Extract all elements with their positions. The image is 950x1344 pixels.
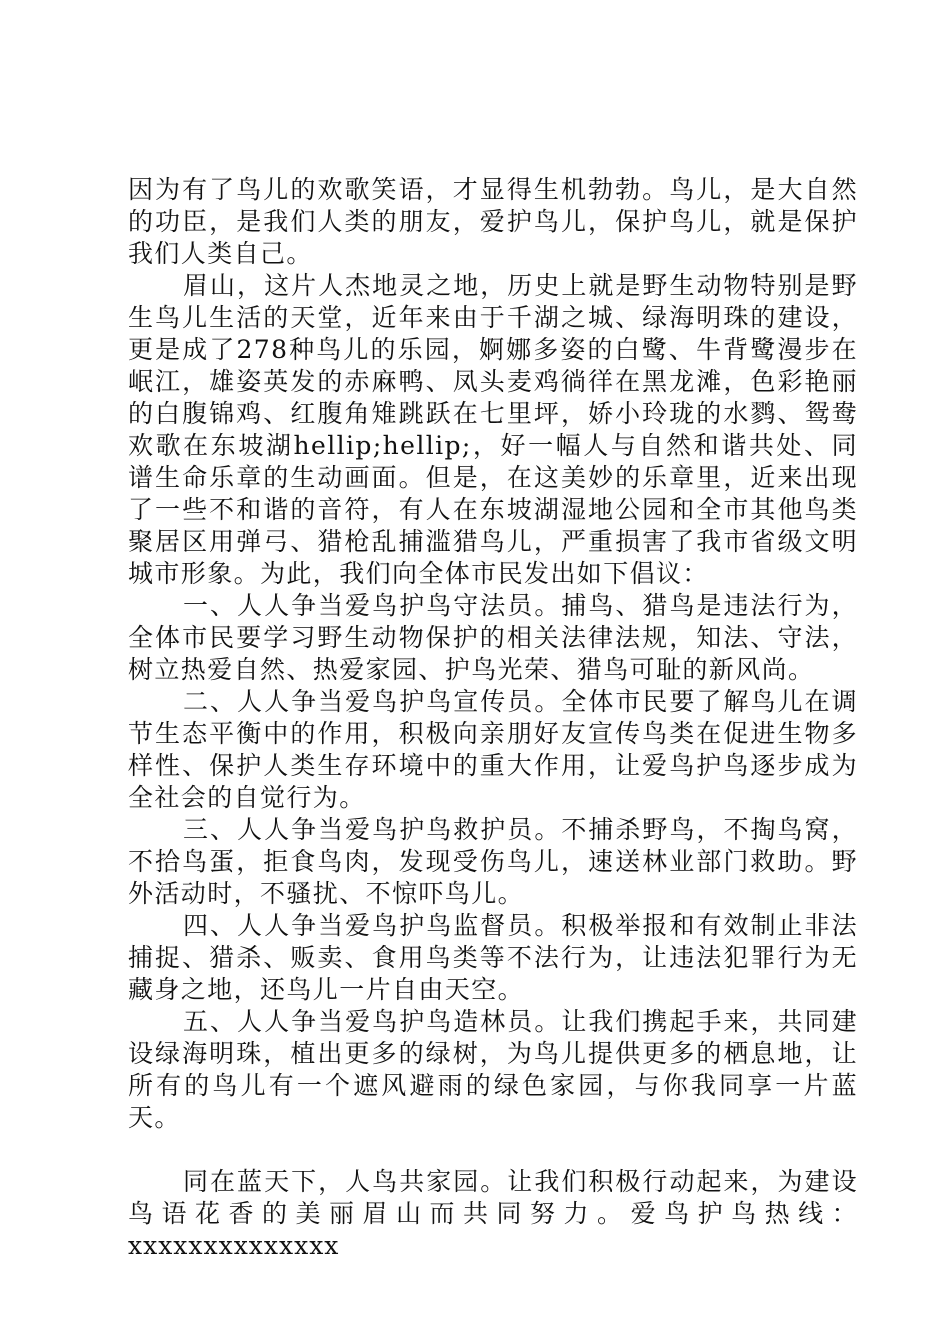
- paragraph-meishan: 眉山，这片人杰地灵之地，历史上就是野生动物特别是野生鸟儿生活的天堂，近年来由于千湖之城、绿海明珠的建设，更是成了278种鸟儿的乐园，婀娜多姿的白鹭、牛背鹭漫步在岷江，雄姿英发的赤麻鸭、凤头麦鸡徜徉在黑龙滩，色彩艳丽的白腹锦鸡、红腹角雉跳跃在七里坪，娇小玲珑的水鹨、鸳鸯欢歌在东坡湖hellip;hellip;，好一幅人与自然和谐共处、同谱生命乐章的生动画面。但是，在这美妙的乐章里，近来出现了一些不和谐的音符，有人在东坡湖湿地公园和全市其他鸟类聚居区用弹弓、猎枪乱捕滥猎鸟儿，严重损害了我市省级文明城市形象。为此，我们向全体市民发出如下倡议：: [128, 271, 858, 588]
- paragraph-proposal-1: 一、人人争当爱鸟护鸟守法员。捕鸟、猎鸟是违法行为，全体市民要学习野生动物保护的相关法律法规，知法、守法，树立热爱自然、热爱家园、护鸟光荣、猎鸟可耻的新风尚。: [128, 591, 858, 684]
- document-body: [128, 174, 858, 1262]
- paragraph-proposal-5: 五、人人争当爱鸟护鸟造林员。让我们携起手来，共同建设绿海明珠，植出更多的绿树，为鸟儿提供更多的栖息地，让所有的鸟儿有一个遮风避雨的绿色家园，与你我同享一片蓝天。: [128, 1007, 858, 1132]
- hotline-number: xxxxxxxxxxxxxx: [128, 1231, 340, 1260]
- paragraph-proposal-2: 二、人人争当爱鸟护鸟宣传员。全体市民要了解鸟儿在调节生态平衡中的作用，积极向亲朋好友宣传鸟类在促进生物多样性、保护人类生存环境中的重大作用，让爱鸟护鸟逐步成为全社会的自觉行为。: [128, 687, 858, 812]
- paragraph-proposal-3: 三、人人争当爱鸟护鸟救护员。不捕杀野鸟，不掏鸟窝，不拾鸟蛋，拒食鸟肉，发现受伤鸟儿，速送林业部门救助。野外活动时，不骚扰、不惊吓鸟儿。: [128, 815, 858, 908]
- paragraph-closing: 同在蓝天下，人鸟共家园。让我们积极行动起来，为建设鸟语花香的美丽眉山而共同努力。爱鸟护鸟热线：: [128, 1167, 858, 1228]
- paragraph-gap: [128, 1134, 858, 1166]
- paragraph-intro: 因为有了鸟儿的欢歌笑语，才显得生机勃勃。鸟儿，是大自然的功臣，是我们人类的朋友，爱护鸟儿，保护鸟儿，就是保护我们人类自己。: [128, 175, 858, 268]
- paragraph-proposal-4: 四、人人争当爱鸟护鸟监督员。积极举报和有效制止非法捕捉、猎杀、贩卖、食用鸟类等不法行为，让违法犯罪行为无藏身之地，还鸟儿一片自由天空。: [128, 911, 858, 1004]
